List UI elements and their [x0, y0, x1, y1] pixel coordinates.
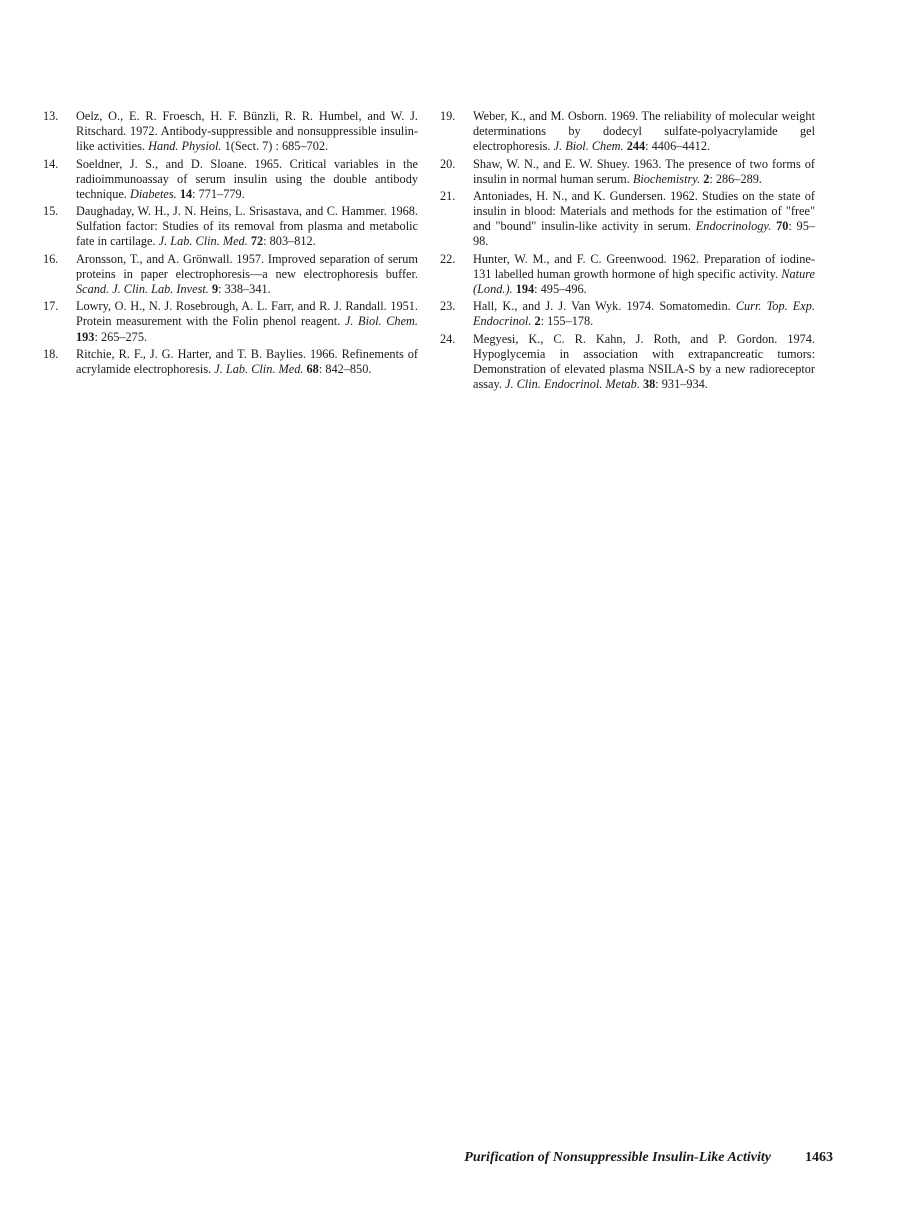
reference-journal: J. Lab. Clin. Med. — [158, 234, 248, 249]
reference-number: 21. — [440, 189, 456, 204]
reference-number: 18. — [43, 346, 59, 361]
running-title: Purification of Nonsuppressible Insulin-Like Activity — [464, 1150, 771, 1165]
reference-item — [43, 346, 418, 377]
reference-authors: Daughaday, W. H., J. N. Heins, L. Srisastava, and C. Hammer. 1968. Sulfation factor: Studies of its removal from plasma and metabolic fate in cartilage. — [76, 204, 418, 249]
reference-pages: : 265–275. — [94, 329, 148, 344]
reference-number: 22. — [440, 251, 456, 266]
reference-volume: 9 — [211, 281, 219, 296]
reference-volume: 194 — [515, 281, 535, 296]
reference-item — [440, 299, 815, 329]
reference-item — [440, 251, 815, 297]
reference-number: 19. — [440, 109, 456, 123]
reference-journal: J. Clin. Endocrinol. Metab. — [505, 377, 640, 392]
reference-number: 13. — [43, 109, 59, 123]
reference-volume: 2 — [534, 314, 541, 329]
reference-journal: Endocrinology. — [695, 219, 772, 234]
reference-pages: : 803–812. — [263, 234, 316, 249]
reference-journal: J. Biol. Chem. — [344, 314, 418, 329]
reference-volume: 14 — [179, 186, 193, 201]
reference-journal: Hand. Physiol. — [148, 139, 222, 154]
reference-journal: Biochemistry. — [632, 171, 701, 186]
reference-number: 15. — [43, 204, 59, 219]
reference-authors: Antoniades, H. N., and K. Gundersen. 1962. Studies on the state of insulin in blood: Materials and methods for the estimation of "free" and "bound" insulin-like activity in serum. — [473, 189, 815, 234]
reference-volume: 244 — [626, 139, 646, 154]
reference-pages: : 155–178. — [540, 314, 594, 329]
reference-journal: Scand. J. Clin. Lab. Invest. — [76, 281, 209, 296]
reference-authors: Hall, K., and J. J. Van Wyk. 1974. Somatomedin. — [473, 299, 731, 314]
reference-authors: Oelz, O., E. R. Froesch, H. F. Bünzli, R. R. Humbel, and W. J. Ritschard. 1972. Antibody-suppressible and nonsuppressible insulin-like activities. — [76, 109, 418, 154]
reference-authors: Hunter, W. M., and F. C. Greenwood. 1962. Preparation of iodine-131 labelled human growth hormone of high specific activity. — [473, 251, 815, 281]
reference-number: 17. — [43, 299, 59, 314]
reference-volume: 38 — [642, 377, 656, 392]
reference-item — [440, 109, 815, 154]
reference-authors: Shaw, W. N., and E. W. Shuey. 1963. The presence of two forms of insulin in normal human serum. — [473, 156, 815, 186]
reference-item — [440, 156, 815, 187]
reference-item — [43, 204, 418, 249]
reference-journal: J. Lab. Clin. Med. — [214, 361, 304, 376]
reference-item — [43, 251, 418, 297]
reference-authors: Soeldner, J. S., and D. Sloane. 1965. Critical variables in the radioimmunoassay of serum insulin using the double antibody technique. — [76, 156, 418, 201]
reference-volume: 70 — [776, 219, 789, 234]
reference-volume: 193 — [76, 329, 95, 344]
reference-item — [43, 156, 418, 202]
reference-pages: : 338–341. — [218, 281, 271, 296]
reference-pages: : 4406–4412. — [645, 139, 711, 154]
reference-journal: Diabetes. — [129, 186, 177, 201]
reference-authors: Megyesi, K., C. R. Kahn, J. Roth, and P. Gordon. 1974. Hypoglycemia in association with extrapancreatic tumors: Demonstration of elevated plasma NSILA-S by a new radioreceptor assay. — [473, 331, 815, 392]
reference-pages: : 286–289. — [709, 171, 762, 186]
reference-volume: 72 — [250, 234, 264, 249]
reference-pages: : 931–934. — [655, 377, 708, 392]
reference-item — [440, 331, 815, 392]
reference-item — [43, 109, 418, 154]
reference-journal: J. Biol. Chem. — [553, 139, 624, 154]
reference-number: 14. — [43, 156, 59, 171]
reference-volume: 2 — [703, 171, 710, 186]
reference-item — [43, 299, 418, 344]
references-column-left — [43, 109, 418, 379]
references-column-right — [440, 109, 815, 394]
reference-pages: : 771–779. — [192, 186, 245, 201]
reference-authors: Lowry, O. H., N. J. Rosebrough, A. L. Farr, and R. J. Randall. 1951. Protein measurement with the Folin phenol reagent. — [76, 299, 418, 329]
reference-number: 20. — [440, 156, 456, 171]
page-number: 1463 — [805, 1150, 833, 1165]
reference-item — [440, 189, 815, 249]
reference-authors: Ritchie, R. F., J. G. Harter, and T. B. Baylies. 1966. Refinements of acrylamide electrophoresis. — [76, 346, 418, 376]
reference-journal: Nature (Lond.). — [473, 266, 815, 296]
page-footer — [464, 1150, 833, 1166]
reference-number: 16. — [43, 251, 59, 266]
reference-pages: : 495–496. — [534, 281, 587, 296]
reference-pages: (Sect. 7) : 685–702. — [230, 139, 329, 154]
reference-volume: 68 — [306, 361, 319, 376]
reference-authors: Weber, K., and M. Osborn. 1969. The reliability of molecular weight determinations by dodecyl sulfate-polyacrylamide gel electrophoresis. — [473, 109, 815, 154]
reference-journal: Curr. Top. Exp. Endocrinol. — [473, 299, 815, 329]
reference-volume: 1 — [224, 139, 231, 154]
reference-number: 24. — [440, 331, 456, 346]
reference-authors: Aronsson, T., and A. Grönwall. 1957. Improved separation of serum proteins in paper electrophoresis—a new electrophoresis buffer. — [76, 251, 418, 281]
reference-pages: : 842–850. — [318, 361, 372, 376]
reference-number: 23. — [440, 299, 456, 314]
reference-pages: : 95–98. — [473, 219, 815, 249]
